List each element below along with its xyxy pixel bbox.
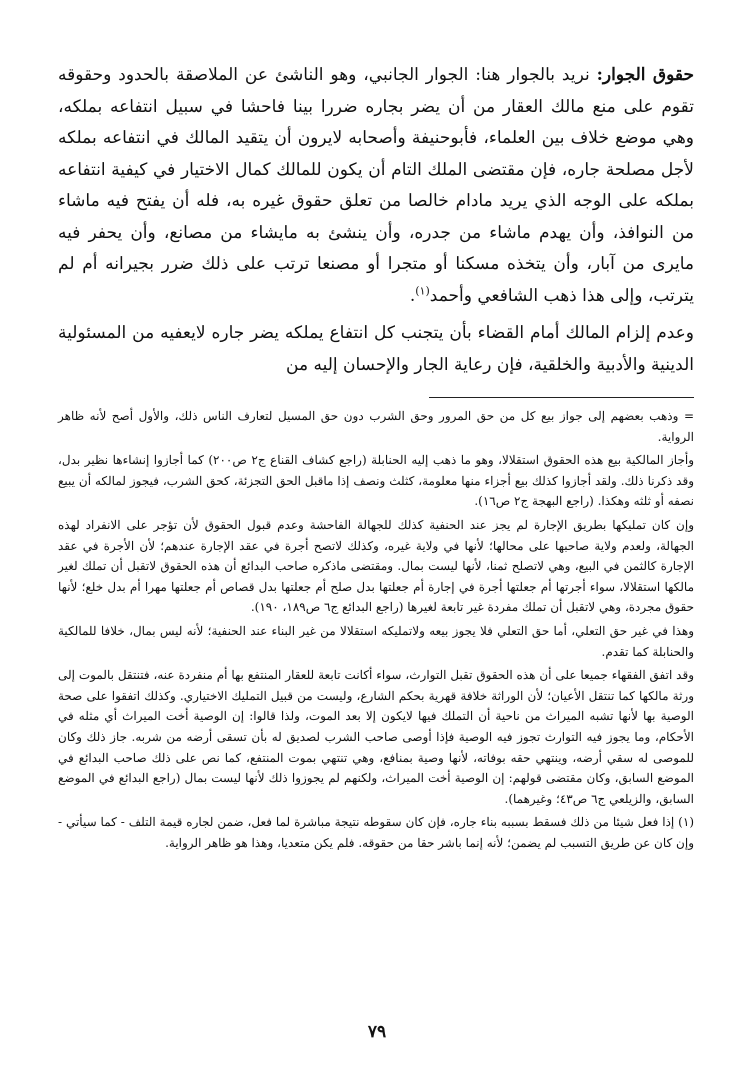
footnote-paragraph: وقد اتفق الفقهاء جميعا على أن هذه الحقوق تقبل التوارث، سواء أكانت تابعة للعقار المنتفع بها أم منفردة عنه، فتنتقل بالموت إلى ورثة مالكها كما تنتقل الأعيان؛ لأن الوراثة خلافة قهرية بحكم الشارع، وليست من قبيل التمليك الاختياري. وكذلك اتفقوا على صحة الوصية بها لأنها تشبه الميراث من ناحية أن التملك فيها لايكون إلا بعد الموت، ولذا قالوا: إن الوصية أخت الميراث أي مثله في الأحكام، وما يجوز فيه التوارث تجوز فيه الوصية فإذا أوصى صاحب الشرب لصديق له بأن تسقى أرضه من شربه. جاز ذلك وكان للموصى له سقي أرضه، وينتهي حقه بوفاته، لأنها وصية بمنافع، وهي تنتهي بموت المنتفع، كما نص على ذلك صاحب البدائع في الموضع السابق، وكان مقتضى قولهم: إن الوصية أخت الميراث، ولكنهم لم يجوزوا ذلك لأنها ليست بمال (راجع البدائع في الموضع السابق، والزيلعي ج٦ ص٤٣؛ وغيرهما).	[58, 668, 694, 806]
footnote-paragraph: وهذا في غير حق التعلي، أما حق التعلي فلا يجوز بيعه ولاتمليكه استقلالا من غير البناء عند الحنفية؛ لأنه ليس بمال، خلافا للمالكية والحنابلة كما تقدم.	[58, 623, 694, 659]
footnote-1: (١) إذا فعل شيئا من ذلك فسقط بسببه بناء جاره، فإن كان سقوطه نتيجة مباشرة لما فعل، ضمن لجاره قيمة التلف - كما سيأتي - وإن كان عن طريق التسبب لم يضمن؛ لأنه إنما باشر حقا من حقوقه. فلم يكن متعديا، وهذا هو ظاهر الرواية.	[58, 815, 694, 850]
paragraph-1-end: .	[409, 285, 416, 306]
footnote-paragraph: وأجاز المالكية بيع هذه الحقوق استقلالا، وهو ما ذهب إليه الحنابلة (راجع كشاف القناع ج٢ ص٢٠٠) كما أجازوا إنشاءها نظير بدل، وقد ذكرنا ذلك. ولقد أجازوا كذلك بيع أجزاء منها معلومة، كثلث ونصف إذا ماقبل الحق التجزئة، كحق الشرب، فيجوز لمالكه أن يبيع نصفه أو ثلثه وهكذا. (راجع البهجة ج٢ ص١٦).	[58, 453, 694, 509]
paragraph-1	[58, 60, 694, 312]
page-content	[58, 60, 694, 856]
paragraph-1-body: نريد بالجوار هنا: الجوار الجانبي، وهو الناشئ عن الملاصقة بالحدود وحقوقه تقوم على منع مالك العقار من أن يضر بجاره ضررا بينا فاحشا في سبيل انتفاعه بملكه، وهي موضع خلاف بين العلماء، فأبوحنيفة وأصحابه لايرون أن يتقيد المالك في انتفاعه بملكه لأجل مصلحة جاره، فإن مقتضى الملك التام أن يكون للمالك كمال الاختيار في كيفية انتفاعه بملكه على الوجه الذي يريد مادام خالصا من تعلق حقوق غيره به، فله أن يفتح فيه ماشاء من النوافذ، وأن يهدم ماشاء من جدره، وأن ينشئ به مايشاء من مصانع، وأن يحفر فيه مايرى من آبار، وأن يتخذه مسكنا أو متجرا أو مصنعا ترتب على ذلك ضرر بجيرانه أم لم يترتب، وإلى هذا ذهب الشافعي وأحمد	[58, 65, 694, 306]
section-heading: حقوق الجوار:	[596, 65, 695, 85]
footnotes	[58, 406, 694, 853]
main-text	[58, 60, 694, 381]
paragraph-2: وعدم إلزام المالك أمام القضاء بأن يتجنب كل انتفاع يملكه يضر جاره لايعفيه من المسئولية الدينية والأدبية والخلقية، فإن رعاية الجار والإحسان إليه من	[58, 323, 694, 375]
page-number: ٧٩	[367, 1022, 387, 1042]
footnote-continuation: = وذهب بعضهم إلى جواز بيع كل من حق المرور وحق الشرب دون حق المسيل لتعارف الناس ذلك، والأول أصح لأنه ظاهر الرواية.	[58, 409, 694, 444]
footnote-divider	[429, 397, 694, 398]
footnote-paragraph: وإن كان تمليكها بطريق الإجارة لم يجز عند الحنفية كذلك للجهالة الفاحشة وعدم قبول الحقوق لأن تؤجر على الانفراد لهذه الجهالة، ولعدم ولاية صاحبها على محالها؛ لأنها في ولاية غيره، وكذلك لاتصح أجرة في عقد الإجارة عندهم؛ لأن الأجرة في عقد الإجارة كالثمن في البيع، وهي لاتصلح ثمنا، لأنها ليست بمال. ومقتضى ماذكره صاحب البدائع أن هذه الحقوق لاتقبل أن تملك لغير مالكها استقلالا، سواء أجرتها أم جعلتها أجرة في إجارة أم جعلتها بدل صلح أم جعلتها بدل قصاص أم جعلتها مهرا أم بدل خلع؛ لأنها حقوق مجردة، وهي لاتقبل أن تملك مفردة غير تابعة لغيرها (راجع البدائع ج٦ ص١٨٩، ١٩٠).	[58, 517, 694, 615]
footnote-reference: (١)	[415, 283, 430, 297]
